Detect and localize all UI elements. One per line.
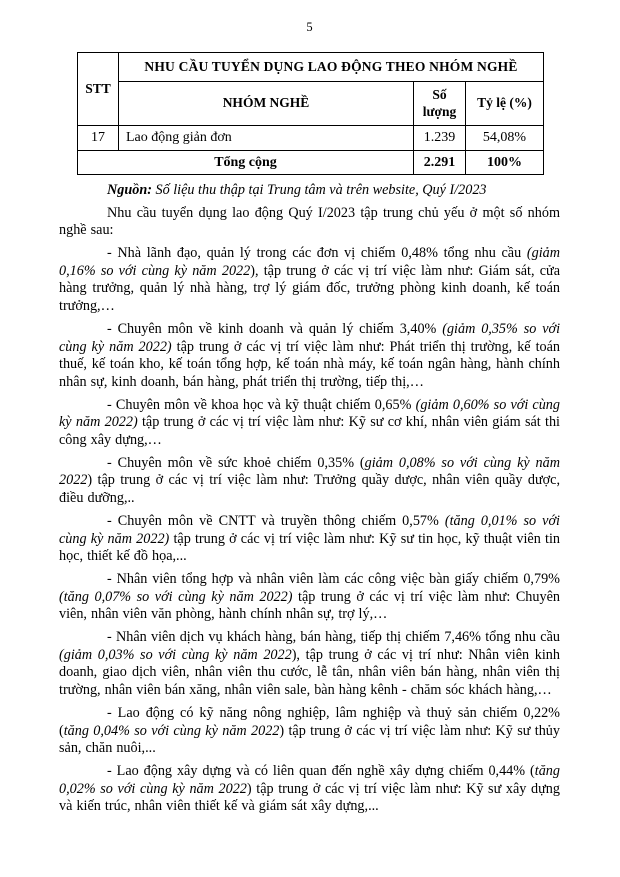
column-header-group: NHÓM NGHỀ <box>119 82 414 126</box>
paragraph-intro: Nhu cầu tuyển dụng lao động Quý I/2023 tập trung chủ yếu ở một số nhóm nghề sau: <box>59 204 560 239</box>
table-header-title-row <box>78 53 544 82</box>
cell-group: Lao động giản đơn <box>119 126 414 151</box>
total-label: Tổng cộng <box>78 151 414 175</box>
source-label: Nguồn: <box>107 182 152 198</box>
paragraph-clerical-staff: - Nhân viên tổng hợp và nhân viên làm các công việc bàn giấy chiếm 0,79% (tăng 0,07% so với cùng kỳ năm 2022) tập trung ở các vị trí việc làm như: Chuyên viên, nhân viên văn phòng, hành chính nhân sự, trợ lý,… <box>59 570 560 623</box>
table-row <box>78 126 544 151</box>
paragraph-business-management: - Chuyên môn về kinh doanh và quản lý chiếm 3,40% (giảm 0,35% so với cùng kỳ năm 2022) tập trung ở các vị trí việc làm như: Phát triển thị trường, kế toán thuế, kế toán kho, kế toán tổng hợp, kế toán nhà máy, kế toán ngân hàng, hành chính nhân sự, kinh doanh, bán hàng, phát triển thị trường, tiếp thị,… <box>59 320 561 390</box>
column-header-quantity: Số lượng <box>414 82 466 126</box>
total-rate: 100% <box>466 151 544 175</box>
paragraph-construction: - Lao động xây dựng và có liên quan đến nghề xây dựng chiếm 0,44% (tăng 0,02% so với cùng kỳ năm 2022) tập trung ở các vị trí việc làm như: Kỹ sư xây dựng và kiến trúc, nhân viên thiết kế và giám sát xây dựng,... <box>59 762 560 815</box>
page-number: 5 <box>306 20 313 34</box>
cell-rate: 54,08% <box>466 126 544 151</box>
table-title: NHU CẦU TUYỂN DỤNG LAO ĐỘNG THEO NHÓM NGHỀ <box>119 53 544 82</box>
cell-quantity: 1.239 <box>414 126 466 151</box>
source-text: Số liệu thu thập tại Trung tâm và trên website, Quý I/2023 <box>151 182 487 198</box>
paragraph-it-communication: - Chuyên môn về CNTT và truyền thông chiếm 0,57% (tăng 0,01% so với cùng kỳ năm 2022) tập trung ở các vị trí việc làm như: Kỹ sư tin học, kỹ thuật viên tin học, thiết kế đồ họa,... <box>59 512 560 565</box>
paragraph-agriculture-forestry-fishery: - Lao động có kỹ năng nông nghiệp, lâm nghiệp và thuỷ sản chiếm 0,22% (tăng 0,04% so với cùng kỳ năm 2022) tập trung ở các vị trí việc làm như: Kỹ sư thủy sản, chăn nuôi,... <box>59 704 560 757</box>
column-header-stt: STT <box>78 53 119 126</box>
total-quantity: 2.291 <box>414 151 466 175</box>
paragraph-customer-service-sales: - Nhân viên dịch vụ khách hàng, bán hàng, tiếp thị chiếm 7,46% tổng nhu cầu (giảm 0,03% so với cùng kỳ năm 2022), tập trung ở các vị trí như: Nhân viên kinh doanh, giao dịch viên, nhân viên thu cước, lễ tân, nhân viên bán hàng, nhân viên thị trường, nhân viên bán xăng, nhân viên sale, bàn hàng kênh - chăm sóc khách hàng,… <box>59 629 560 699</box>
column-header-rate: Tỷ lệ (%) <box>466 82 544 126</box>
paragraph-science-engineering: - Chuyên môn về khoa học và kỹ thuật chiếm 0,65% (giảm 0,60% so với cùng kỳ năm 2022) tập trung ở các vị trí việc làm như: Kỹ sư cơ khí, nhân viên giám sát thi công xây dựng,… <box>59 396 560 449</box>
table-header-columns-row <box>78 82 544 126</box>
recruitment-demand-table <box>77 52 544 175</box>
cell-stt: 17 <box>78 126 119 151</box>
table-total-row <box>78 151 544 175</box>
source-note <box>59 182 560 200</box>
paragraph-leaders-managers: - Nhà lãnh đạo, quản lý trong các đơn vị chiếm 0,48% tổng nhu cầu (giảm 0,16% so với cùng kỳ năm 2022), tập trung ở các vị trí việc làm như: Giám sát, cửa hàng trưởng, quản lý nhà hàng, trợ lý giám đốc, trưởng phòng kinh doanh, kế toán trưởng,… <box>59 245 560 315</box>
paragraph-health: - Chuyên môn về sức khoẻ chiếm 0,35% (giảm 0,08% so với cùng kỳ năm 2022) tập trung ở các vị trí việc làm như: Trưởng quầy dược, nhân viên quầy dược, điều dưỡng,.. <box>59 454 560 507</box>
